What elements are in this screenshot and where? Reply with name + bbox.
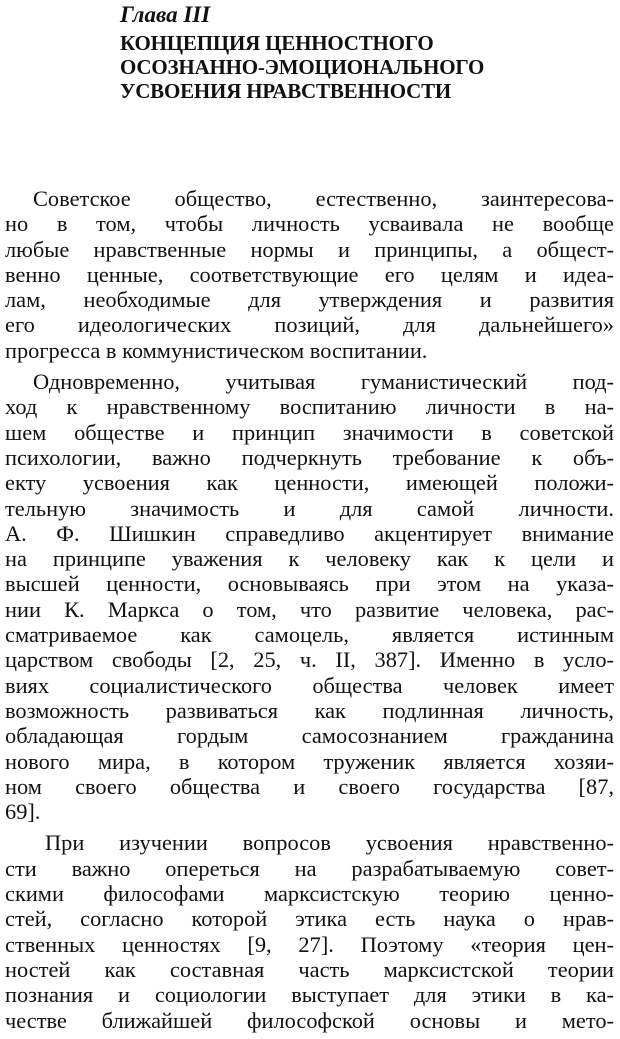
text-line: психологии, важно подчеркнуть требование к объ- [5,444,614,470]
text-line: ностей как составная часть марксистской теории [5,956,614,982]
text-line: нового мира, в котором труженик является хозяи- [5,748,614,774]
text-line: венно ценные, соответствующие его целям и идеа- [5,261,614,287]
text-line: 69]. [5,799,41,825]
chapter-title-line: КОНЦЕПЦИЯ ЦЕННОСТНОГО [120,31,434,55]
text-line: прогресса в коммунистическом воспитании. [5,337,428,363]
text-line: царством свободы [2, 25, ч. II, 387]. Именно в усло- [5,647,614,673]
text-line: но в том, чтобы личность усваивала не вообще [5,211,614,237]
text-line: обладающая гордым самосознанием гражданина [5,723,614,749]
text-line: шем обществе и принцип значимости в советской [5,419,614,445]
text-line: любые нравственные нормы и принципы, а общест- [5,236,614,262]
chapter-title [120,31,590,103]
text-line: возможность развиваться как подлинная личность, [5,697,614,723]
text-line: его идеологических позиций, для дальнейшего» [5,312,614,338]
text-line: сти важно опереться на разрабатываемую совет- [5,855,614,881]
text-line: При изучении вопросов усвоения нравственно- [45,830,614,856]
text-line: Одновременно, учитывая гуманистический под- [33,369,614,395]
text-line: познания и социологии выступает для этики в ка- [5,982,614,1008]
text-line: екту усвоения как ценности, имеющей положи- [5,470,614,496]
body-text [5,186,614,1033]
text-line: нии К. Маркса о том, что развитие человека, рас- [5,596,614,622]
text-line: тельную значимость и для самой личности. [5,495,614,521]
text-line: лам, необходимые для утверждения и развития [5,287,614,313]
text-line: А. Ф. Шишкин справедливо акцентирует внимание [5,520,614,546]
text-line: ном своего общества и своего государства [87, [5,773,614,799]
text-line: ход к нравственному воспитанию личности в на- [5,394,614,420]
text-line: ственных ценностях [9, 27]. Поэтому «теория цен- [5,931,614,957]
chapter-title-line: ОСОЗНАННО-ЭМОЦИОНАЛЬНОГО [120,55,485,79]
text-line: сматриваемое как самоцель, является истинным [5,622,614,648]
paragraph-1 [5,186,614,363]
chapter-title-line: УСВОЕНИЯ НРАВСТВЕННОСТИ [120,79,452,103]
text-line: стей, согласно которой этика есть наука о нрав- [5,906,614,932]
chapter-label: Глава III [120,2,211,27]
paragraph-2 [5,369,614,824]
text-line: высшей ценности, основываясь при этом на указа- [5,571,614,597]
text-line: скими философами марксистскую теорию ценно- [5,881,614,907]
text-line: Советское общество, естественно, заинтересова- [33,186,614,211]
text-line: честве ближайшей философской основы и мето- [5,1007,614,1033]
text-line: на принципе уважения к человеку как к цели и [5,546,614,572]
text-line: виях социалистического общества человек имеет [5,672,614,698]
paragraph-3 [5,830,614,1032]
